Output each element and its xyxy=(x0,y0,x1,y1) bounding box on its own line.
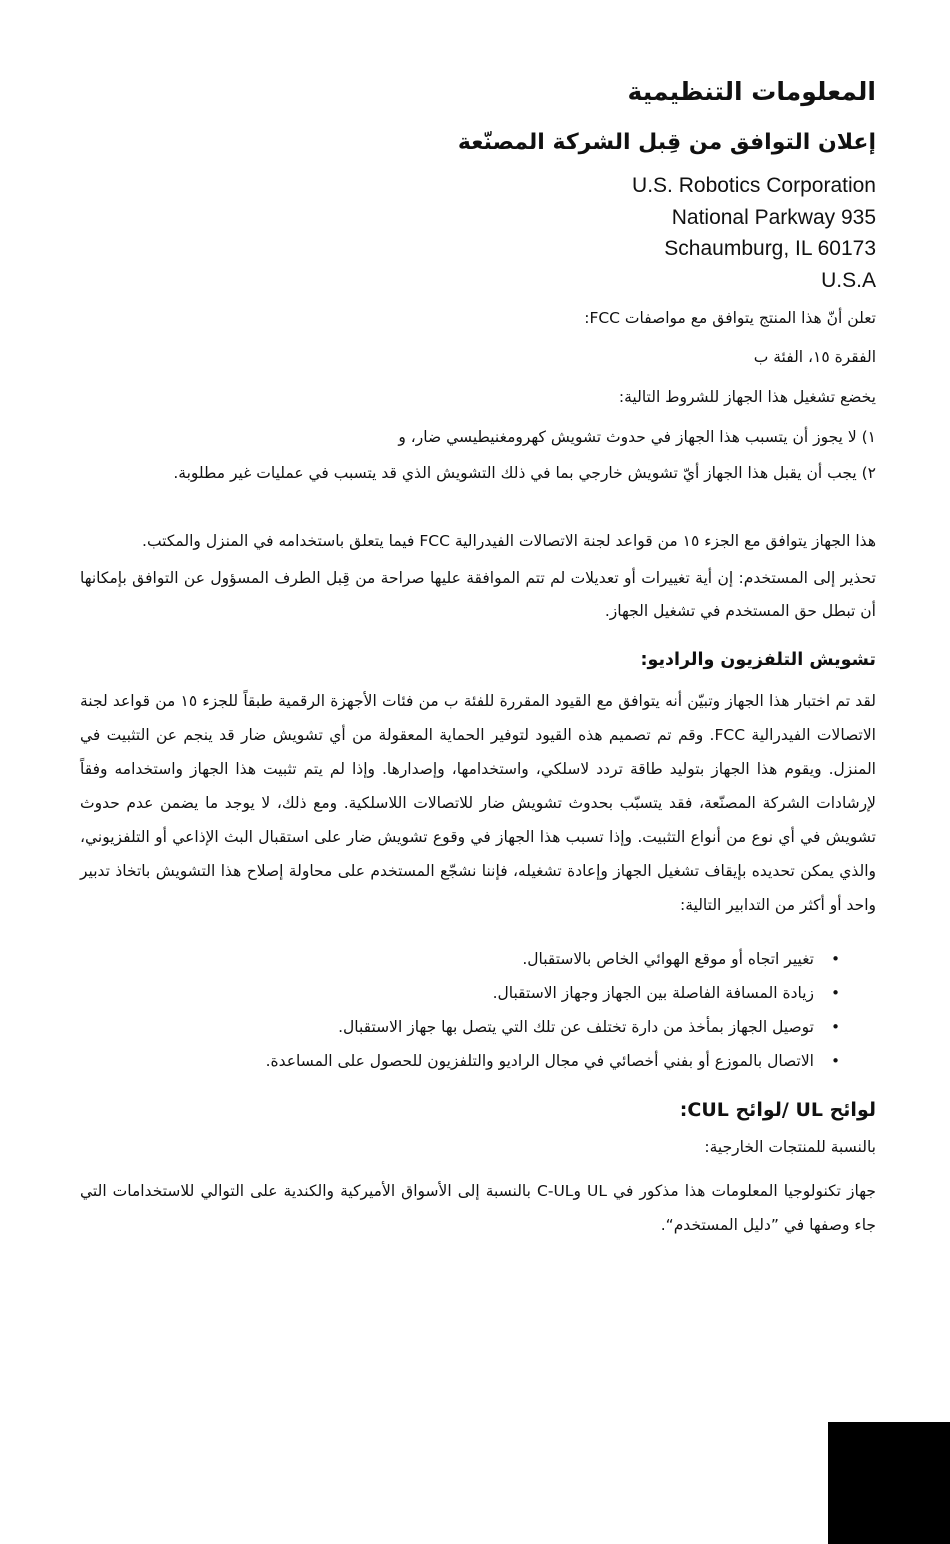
fcc-home-office: هذا الجهاز يتوافق مع الجزء ١٥ من قواعد لجنة الاتصالات الفيدرالية FCC فيما يتعلق باستخدامه في المنزل والمكتب. xyxy=(142,532,876,550)
conditions-intro: يخضع تشغيل هذا الجهاز للشروط التالية: xyxy=(618,388,876,406)
list-item-text: توصيل الجهاز بمأخذ من دارة تختلف عن تلك التي يتصل بها جهاز الاستقبال. xyxy=(338,1018,814,1036)
ul-intro: بالنسبة للمنتجات الخارجية: xyxy=(704,1138,876,1156)
address-line: National Parkway 935 xyxy=(671,205,876,229)
measures-list xyxy=(266,942,840,1078)
list-item-text: الاتصال بالموزع أو بفني أخصائي في مجال الراديو والتلفزيون للحصول على المساعدة. xyxy=(265,1052,814,1070)
tv-radio-heading: تشويش التلفزيون والراديو: xyxy=(640,650,876,670)
page-edge-tab xyxy=(828,1422,950,1544)
bullet-icon: • xyxy=(831,1052,840,1070)
bullet-icon: • xyxy=(831,1018,840,1036)
caution-paragraph: تحذير إلى المستخدم: إن أية تغييرات أو تعديلات لم تتم الموافقة عليها صراحة من قِبل الطرف المسؤول عن التوافق بإمكانها أن تبطل حق المستخدم في تشغيل الجهاز. xyxy=(80,569,876,620)
tv-radio-paragraph: لقد تم اختبار هذا الجهاز وتبيّن أنه يتوافق مع القيود المقررة للفئة ب من فئات الأجهزة الرقمية طبقاً للجزء ١٥ من قواعد لجنة الاتصالات الفيدرالية FCC. وقم تم تصميم هذه القيود لتوفير الحماية المعقولة من أي تشويش ضار قد ينجم عن التثبيت في المنزل. ويقوم هذا الجهاز بتوليد طاقة تردد لاسلكي، واستخدامها، وإصدارها. وإذا لم يتم تثبيت هذا الجهاز واستخدامه وفقاً لإرشادات الشركة المصنّعة، فقد يتسبّب بحدوث تشويش ضار للاتصالات اللاسلكية. ومع ذلك، لا يوجد ما يضمن عدم حدوث تشويش في أي نوع من أنواع التثبيت. وإذا تسبب هذا الجهاز في وقوع تشويش ضار على استقبال البث الإذاعي أو التلفزيوني، والذي يمكن تحديده بإيقاف تشغيل الجهاز وإعادة تشغيله، فإننا نشجّع المستخدم على محاولة إصلاح هذا التشويش باتخاذ تدبير واحد أو أكثر من التدابير التالية: xyxy=(80,692,876,914)
list-item xyxy=(266,1010,840,1044)
manufacturer-address xyxy=(376,170,876,296)
address-line: U.S. Robotics Corporation xyxy=(632,174,876,197)
fcc-part: الفقرة ١٥، الفئة ب xyxy=(753,348,876,366)
list-item-text: تغيير اتجاه أو موقع الهوائي الخاص بالاستقبال. xyxy=(522,950,814,968)
declaration-heading: إعلان التوافق من قِبل الشركة المصنّعة xyxy=(457,130,876,155)
ul-heading: لوائح UL /لوائح CUL: xyxy=(679,1099,876,1121)
fcc-statement: تعلن أنّ هذا المنتج يتوافق مع مواصفات FCC: xyxy=(584,309,876,327)
bullet-icon: • xyxy=(831,950,840,968)
list-item xyxy=(266,942,840,976)
page-title: المعلومات التنظيمية xyxy=(627,77,876,106)
list-item xyxy=(266,976,840,1010)
address-line: U.S.A xyxy=(821,268,876,292)
condition-item: ١) لا يجوز أن يتسبب هذا الجهاز في حدوث تشويش كهرومغنيطيسي ضار، و xyxy=(398,428,876,446)
ul-paragraph: جهاز تكنولوجيا المعلومات هذا مذكور في UL وC-UL بالنسبة إلى الأسواق الأميركية والكندية على التوالي للاستخدامات التي جاء وصفها في ”دليل المستخدم“. xyxy=(80,1182,876,1234)
bullet-icon: • xyxy=(831,984,840,1002)
condition-item: ٢) يجب أن يقبل هذا الجهاز أيّ تشويش خارجي بما في ذلك التشويش الذي قد يتسبب في عمليات غير مطلوبة. xyxy=(173,464,876,482)
list-item xyxy=(266,1044,840,1078)
list-item-text: زيادة المسافة الفاصلة بين الجهاز وجهاز الاستقبال. xyxy=(492,984,814,1002)
address-line: Schaumburg, IL 60173 xyxy=(664,237,876,260)
